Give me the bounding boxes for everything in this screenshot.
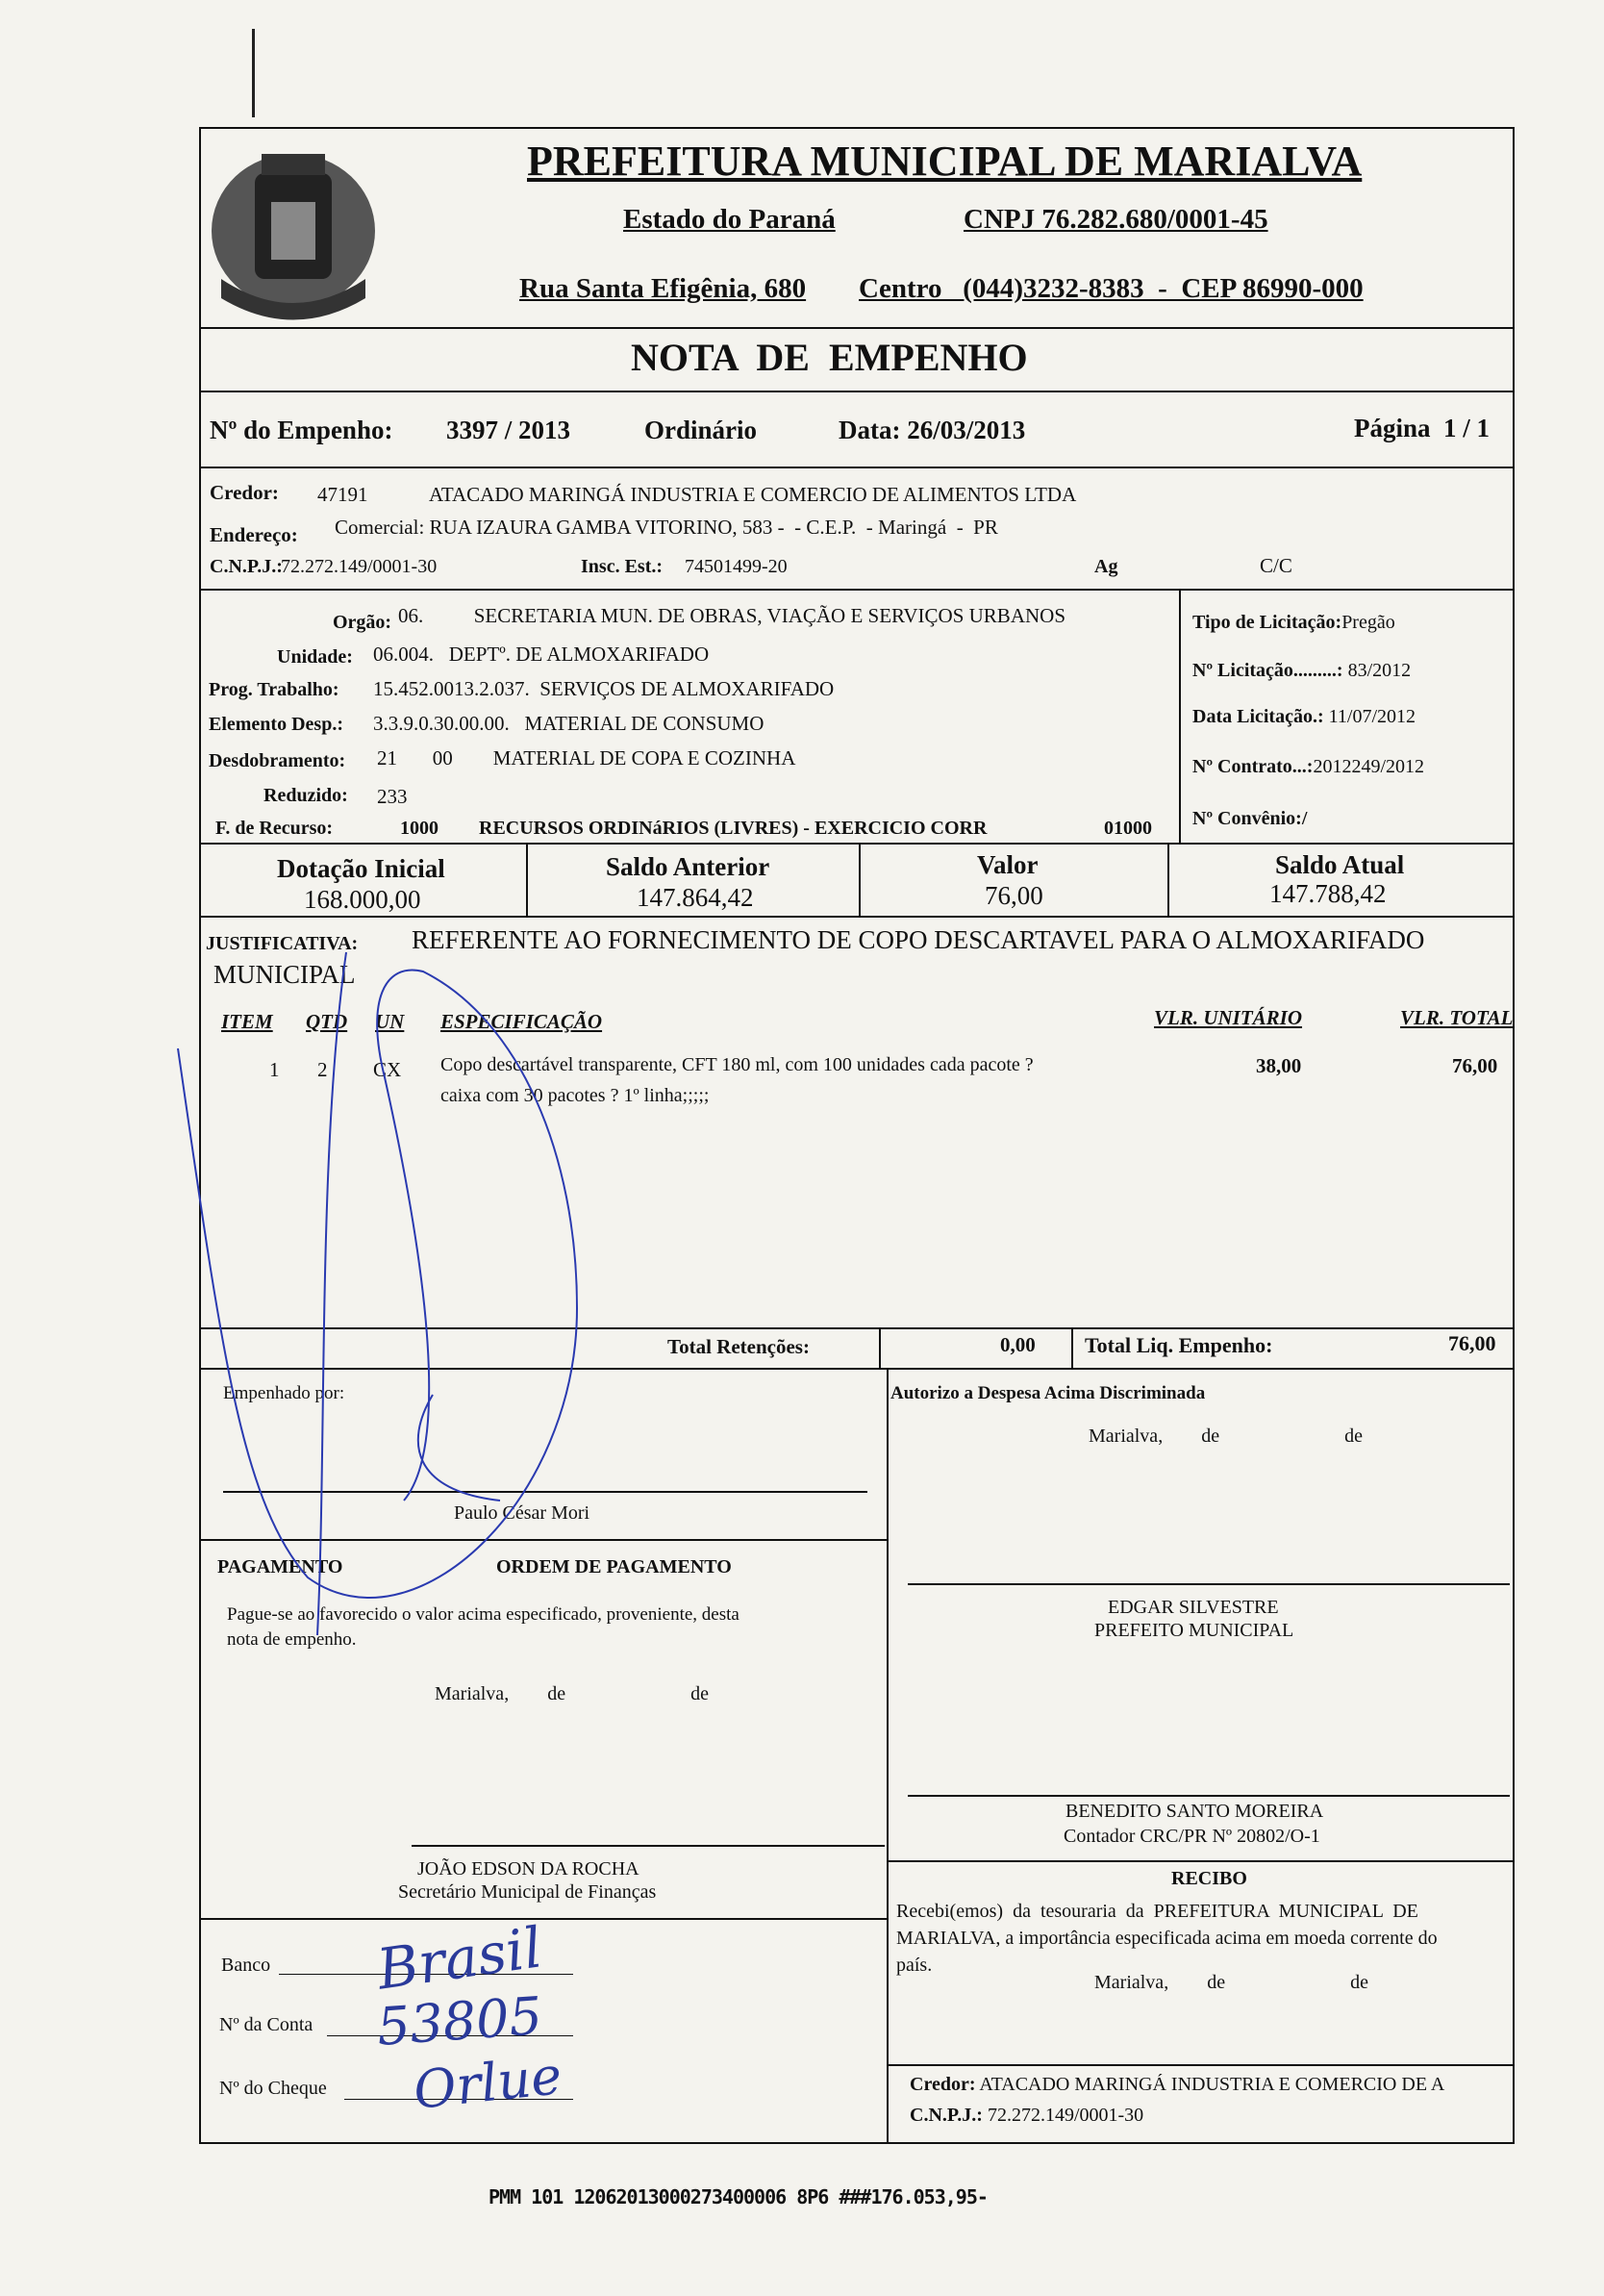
credor-address: Comercial: RUA IZAURA GAMBA VITORINO, 583 - - C.E.P. - Maringá - PR xyxy=(335,516,998,539)
recibo-date: Marialva, de de xyxy=(1094,1972,1368,1993)
saldo-anterior-label: Saldo Anterior xyxy=(606,852,770,881)
conta-label: Nº da Conta xyxy=(219,2014,313,2035)
pagamento-date: Marialva, de de xyxy=(435,1683,709,1704)
prog-label: Prog. Trabalho: xyxy=(209,679,339,700)
justificativa-line1: REFERENTE AO FORNECIMENTO DE COPO DESCARTAVEL PARA O ALMOXARIFADO xyxy=(412,925,1425,954)
unidade-value: 06.004. DEPTº. DE ALMOXARIFADO xyxy=(373,643,710,666)
licitacao-convenio: Nº Convênio:/ xyxy=(1192,808,1308,829)
divider xyxy=(887,1860,1515,1862)
page-number: Página 1 / 1 xyxy=(1354,414,1491,442)
licitacao-data-label: Data Licitação.: xyxy=(1192,706,1324,727)
credor-cnpj: 72.272.149/0001-30 xyxy=(281,556,438,577)
fonte-code: 1000 xyxy=(400,818,439,839)
saldo-atual-value: 147.788,42 xyxy=(1269,879,1387,908)
divider xyxy=(199,1539,887,1541)
divider xyxy=(199,843,1515,845)
total-liquido-label: Total Liq. Empenho: xyxy=(1085,1333,1273,1357)
handwritten-cheque: Orlue xyxy=(411,2045,564,2121)
credor-code: 47191 xyxy=(317,483,368,506)
secretario-title: Secretário Municipal de Finanças xyxy=(398,1881,657,1903)
licitacao-numero-value: 83/2012 xyxy=(1347,660,1412,681)
valor-value: 76,00 xyxy=(985,881,1043,910)
banco-label: Banco xyxy=(221,1955,271,1976)
row-especificacao-1: Copo descartável transparente, CFT 180 ml, com 100 unidades cada pacote ? xyxy=(440,1054,1034,1075)
total-retencoes-value: 0,00 xyxy=(1000,1333,1036,1356)
recibo-credor-name: ATACADO MARINGÁ INDUSTRIA E COMERCIO DE A xyxy=(979,2074,1445,2095)
unidade-label: Unidade: xyxy=(277,646,353,668)
divider xyxy=(199,1918,887,1920)
col-qtd: QTD xyxy=(306,1010,348,1033)
signature-line xyxy=(908,1583,1510,1585)
fonte-desc: RECURSOS ORDINáRIOS (LIVRES) - EXERCICIO CORR xyxy=(479,818,988,839)
row-vlr-total: 76,00 xyxy=(1452,1054,1498,1077)
recibo-line1: Recebi(emos) da tesouraria da PREFEITURA MUNICIPAL DE xyxy=(896,1901,1418,1922)
doc-title: NOTA DE EMPENHO xyxy=(631,336,1028,379)
dotacao-inicial-value: 168.000,00 xyxy=(304,885,421,914)
contador-name: BENEDITO SANTO MOREIRA xyxy=(1065,1801,1324,1822)
empenho-number-label: Nº do Empenho: xyxy=(210,416,393,444)
licitacao-numero-label: Nº Licitação.........: xyxy=(1192,660,1343,681)
municipal-coat-of-arms xyxy=(202,135,385,337)
insc-label: Insc. Est.: xyxy=(581,556,664,577)
total-liquido-value: 76,00 xyxy=(1448,1331,1496,1355)
signature-line xyxy=(412,1845,885,1847)
col-vlr-total: VLR. TOTAL xyxy=(1400,1006,1514,1029)
recibo-cnpj-value: 72.272.149/0001-30 xyxy=(987,2105,1144,2126)
orgao-label: Orgão: xyxy=(333,612,392,633)
col-un: UN xyxy=(375,1010,405,1033)
footer-code: PMM 101 12062013000273400006 8P6 ###176.053,95- xyxy=(489,2185,988,2208)
empenhado-por-label: Empenhado por: xyxy=(223,1383,345,1403)
fonte-label: F. de Recurso: xyxy=(215,818,334,839)
licitacao-data xyxy=(1192,706,1416,728)
cnpj-label: C.N.P.J.: xyxy=(210,556,283,577)
divider xyxy=(199,589,1515,591)
cheque-label: Nº do Cheque xyxy=(219,2078,327,2099)
autorizo-date: Marialva, de de xyxy=(1089,1426,1363,1447)
credor-name: ATACADO MARINGÁ INDUSTRIA E COMERCIO DE ALIMENTOS LTDA xyxy=(429,483,1077,506)
divider xyxy=(199,391,1515,392)
header-state: Estado do Paraná xyxy=(623,204,836,235)
header-title: PREFEITURA MUNICIPAL DE MARIALVA xyxy=(527,138,1363,185)
divider xyxy=(887,2064,1515,2066)
dotacao-inicial-label: Dotação Inicial xyxy=(277,854,445,883)
recibo-cnpj xyxy=(910,2105,1143,2127)
pague-line1: Pague-se ao favorecido o valor acima especificado, proveniente, desta xyxy=(227,1604,739,1625)
divider xyxy=(199,1368,1515,1370)
valor-label: Valor xyxy=(977,850,1039,879)
saldo-anterior-value: 147.864,42 xyxy=(637,883,754,912)
empenho-number: 3397 / 2013 xyxy=(446,416,571,444)
pague-line2: nota de empenho. xyxy=(227,1629,357,1650)
signature-line xyxy=(908,1795,1510,1797)
row-vlr-unitario: 38,00 xyxy=(1256,1054,1302,1077)
credor-label: Credor: xyxy=(210,481,279,504)
licitacao-data-value: 11/07/2012 xyxy=(1328,706,1416,727)
secretario-name: JOÃO EDSON DA ROCHA xyxy=(417,1858,639,1880)
orgao-value: 06. SECRETARIA MUN. DE OBRAS, VIAÇÃO E SERVIÇOS URBANOS xyxy=(398,604,1065,627)
scan-mark xyxy=(252,29,255,117)
divider xyxy=(887,1368,889,2144)
divider xyxy=(1071,1327,1073,1368)
recibo-line3: país. xyxy=(896,1955,933,1976)
desdobramento-label: Desdobramento: xyxy=(209,750,346,771)
empenho-date: Data: 26/03/2013 xyxy=(839,416,1026,444)
divider xyxy=(1179,589,1181,843)
header-street: Rua Santa Efigênia, 680 xyxy=(519,273,807,304)
licitacao-contrato-value: 2012249/2012 xyxy=(1313,756,1425,777)
handwritten-banco: Brasil xyxy=(373,1914,546,2003)
justificativa-line2: MUNICIPAL xyxy=(213,960,356,989)
col-vlr-unitario: VLR. UNITÁRIO xyxy=(1154,1006,1303,1029)
empenho-type: Ordinário xyxy=(644,416,758,444)
empenhado-por-name: Paulo César Mori xyxy=(454,1502,590,1524)
col-especificacao: ESPECIFICAÇÃO xyxy=(440,1010,603,1033)
licitacao-contrato xyxy=(1192,756,1424,778)
handwritten-conta: 53805 xyxy=(375,1985,544,2057)
recibo-credor-label: Credor: xyxy=(910,2074,976,2095)
elemento-value: 3.3.9.0.30.00.00. MATERIAL DE CONSUMO xyxy=(373,712,764,735)
licitacao-numero xyxy=(1192,660,1411,682)
address-label: Endereço: xyxy=(210,523,298,546)
divider xyxy=(199,1327,1515,1329)
saldo-atual-label: Saldo Atual xyxy=(1275,850,1405,879)
row-un: CX xyxy=(373,1058,402,1081)
mayor-title: PREFEITO MUNICIPAL xyxy=(1094,1620,1294,1641)
licitacao-tipo xyxy=(1192,612,1395,634)
divider xyxy=(526,843,528,916)
divider xyxy=(199,467,1515,468)
credor-insc: 74501499-20 xyxy=(685,556,788,577)
mayor-name: EDGAR SILVESTRE xyxy=(1108,1597,1279,1618)
divider xyxy=(199,916,1515,918)
reduzido-label: Reduzido: xyxy=(263,785,348,806)
total-retencoes-label: Total Retenções: xyxy=(667,1335,810,1358)
divider xyxy=(1167,843,1169,916)
divider xyxy=(879,1327,881,1368)
pagamento-label: PAGAMENTO xyxy=(217,1556,343,1577)
recibo-title: RECIBO xyxy=(1171,1868,1247,1889)
divider xyxy=(859,843,861,916)
licitacao-tipo-label: Tipo de Licitação: xyxy=(1192,612,1342,633)
header-cnpj: CNPJ 76.282.680/0001-45 xyxy=(964,204,1268,235)
recibo-cnpj-label: C.N.P.J.: xyxy=(910,2105,983,2126)
recibo-credor xyxy=(910,2074,1506,2096)
licitacao-tipo-value: Pregão xyxy=(1341,612,1395,633)
desdobramento-value: 21 00 MATERIAL DE COPA E COZINHA xyxy=(377,746,796,770)
row-item: 1 xyxy=(269,1058,280,1081)
autorizo-label: Autorizo a Despesa Acima Discriminada xyxy=(890,1383,1206,1403)
contador-title: Contador CRC/PR Nº 20802/O-1 xyxy=(1064,1826,1320,1847)
row-especificacao-2: caixa com 30 pacotes ? 1º linha;;;;; xyxy=(440,1085,710,1106)
licitacao-contrato-label: Nº Contrato...: xyxy=(1192,756,1314,777)
cc-label: C/C xyxy=(1260,554,1292,577)
recibo-line2: MARIALVA, a importância especificada acima em moeda corrente do xyxy=(896,1928,1438,1949)
reduzido-value: 233 xyxy=(377,785,408,808)
header-address: Centro (044)3232-8383 - CEP 86990-000 xyxy=(859,273,1364,304)
ag-label: Ag xyxy=(1094,556,1118,577)
row-qtd: 2 xyxy=(317,1058,328,1081)
col-item: ITEM xyxy=(221,1010,273,1033)
justificativa-label: JUSTIFICATIVA: xyxy=(206,933,359,954)
prog-value: 15.452.0013.2.037. SERVIÇOS DE ALMOXARIFADO xyxy=(373,677,835,700)
divider xyxy=(199,327,1515,329)
elemento-label: Elemento Desp.: xyxy=(209,714,343,735)
signature-line xyxy=(223,1491,867,1493)
fonte-number: 01000 xyxy=(1104,818,1152,839)
ordem-pagamento-title: ORDEM DE PAGAMENTO xyxy=(496,1556,732,1577)
